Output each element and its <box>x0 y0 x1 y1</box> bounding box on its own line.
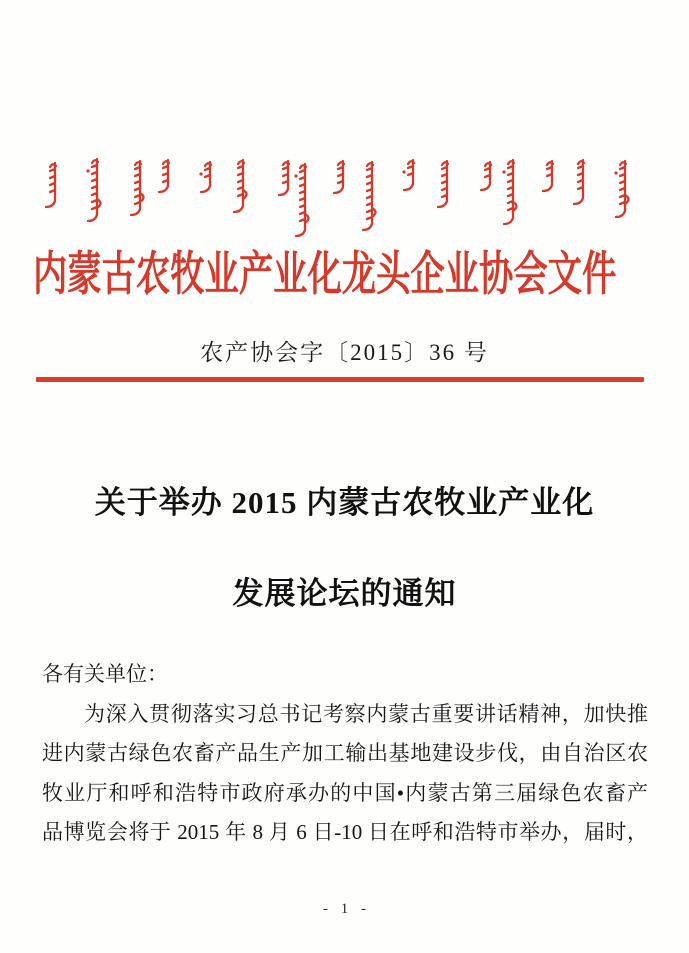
document-number: 农产协会字〔2015〕36 号 <box>200 340 489 365</box>
paragraph-line: 牧业厅和呼和浩特市政府承办的中国•内蒙古第三届绿色农畜产 <box>42 780 648 805</box>
notice-title-line2: 发展论坛的通知 <box>232 576 457 611</box>
mongolian-script-art <box>35 152 655 244</box>
mongolian-script-header <box>35 152 655 244</box>
body-text <box>42 655 648 853</box>
red-separator-line <box>36 377 644 382</box>
salutation: 各有关单位： <box>42 662 168 686</box>
paragraph-line: 为深入贯彻落实习总书记考察内蒙古重要讲话精神，加快推 <box>84 701 648 726</box>
paragraph-line: 进内蒙古绿色农畜产品生产加工输出基地建设步伐，由自治区农 <box>42 741 648 765</box>
page-number: - 1 - <box>323 901 366 917</box>
paragraph-line: 品博览会将于 2015 年 8 月 6 日-10 日在呼和浩特市举办，届时， <box>42 820 648 844</box>
notice-title <box>0 477 689 613</box>
org-title: 内蒙古农牧业产业化龙头企业协会文件 <box>33 249 617 301</box>
notice-title-line1: 关于举办 2015 内蒙古农牧业产业化 <box>94 485 595 520</box>
